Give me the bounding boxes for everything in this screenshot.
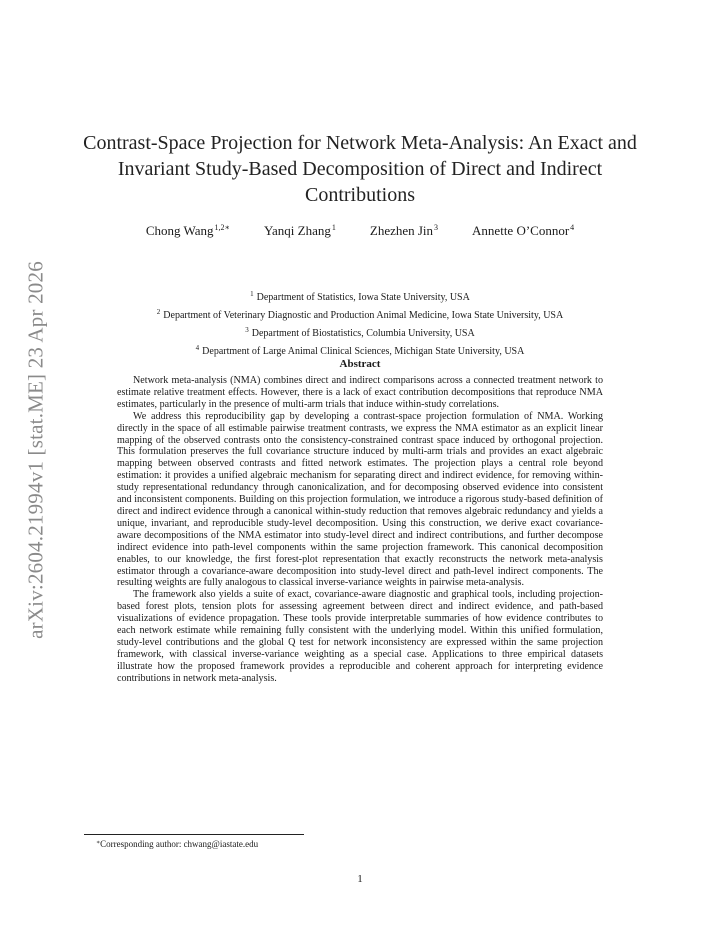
page-number: 1	[357, 873, 363, 885]
arxiv-identifier-stamp	[16, 250, 56, 650]
corresponding-author-footnote: ∗Corresponding author: chwang@iastate.edu	[96, 839, 259, 849]
abstract-heading: Abstract	[339, 358, 381, 370]
author: Chong Wang$^{1,2∗}$	[145, 223, 230, 238]
affiliation: $^1$ Department of Statistics, Iowa State University, USA	[250, 290, 470, 303]
author: Annette O’Connor$^4$	[472, 223, 575, 238]
author: Yanqi Zhang$^1$	[263, 223, 336, 238]
paper-title: Contrast-Space Projection for Network Meta-Analysis: An Exact and Invariant Study-Based Decomposition of Direct and Indirect Contributions	[83, 132, 637, 206]
author-list	[70, 223, 650, 239]
abstract-body	[117, 375, 603, 685]
affiliation: $^2$ Department of Veterinary Diagnostic and Production Animal Medicine, Iowa State University, USA	[156, 308, 564, 321]
affiliation: $^4$ Department of Large Animal Clinical Sciences, Michigan State University, USA	[195, 344, 525, 357]
footnote-divider	[84, 834, 304, 835]
abstract-paragraph: The framework also yields a suite of exact, covariance-aware diagnostic and graphical tools, including projection-based forest plots, tension plots for assessing agreement between direct and indirect evidence, and path-based visualizations of evidence propagation. These tools provide interpretable summaries of how evidence contributes to each network estimate while remaining fully consistent with the underlying model. Within this unified formulation, study-level contributions and the global Q test for network inconsistency are expressed within the same projection framework, with classical inverse-variance weighting as a special case. Applications to three empirical datasets illustrate how the proposed framework provides a reproducible and coherent approach for interpreting evidence contributions in network meta-analysis.	[117, 589, 603, 684]
author: Zhezhen Jin$^3$	[369, 223, 439, 238]
arxiv-identifier-text: arXiv:2604.21994v1 [stat.ME] 23 Apr 2026	[23, 261, 48, 639]
abstract-paragraph: We address this reproducibility gap by developing a contrast-space projection formulation of NMA. Working directly in the space of all estimable pairwise treatment contrasts, we express the NMA estimator as an explicit linear mapping of the observed contrasts onto the consistency-constrained contrast space induced by orthogonal projection. This formulation preserves the full covariance structure induced by multi-arm trials and provides an exact algebraic mapping between observed contrasts and fitted network estimates. The projection plays a central role beyond estimation: it provides a unified algebraic mechanism for separating direct and indirect evidence, for removing within-study representational redundancy through canonicalization, and for decomposing observed evidence into consistent and inconsistent components. Building on this projection formulation, we introduce a rigorous study-based definition of direct and indirect evidence through a canonical within-study reduction that removes algebraic redundancy and yields a unique, invariant, and reproducible study-level decomposition. Using this construction, we derive exact covariance-aware decompositions of the NMA estimator into study-level direct and indirect contributions, and further decompose indirect evidence into path-level components within the same projection framework. This canonical decomposition enables, to our knowledge, the first forest-plot representation that exactly reconstructs the network meta-analysis estimator through a covariance-aware decomposition into study-level direct and path-level indirect components. The resulting weights are fully analogous to classical inverse-variance weights in pairwise meta-analysis.	[117, 410, 603, 589]
affiliation: $^3$ Department of Biostatistics, Columbia University, USA	[245, 326, 475, 339]
affiliation-list	[60, 287, 660, 359]
abstract-paragraph: Network meta-analysis (NMA) combines direct and indirect comparisons across a connected treatment network to estimate relative treatment effects. However, there is a lack of exact contribution decompositions that reproduce NMA estimates, particularly in the presence of multi-arm trials that induce within-study correlations.	[117, 375, 603, 410]
